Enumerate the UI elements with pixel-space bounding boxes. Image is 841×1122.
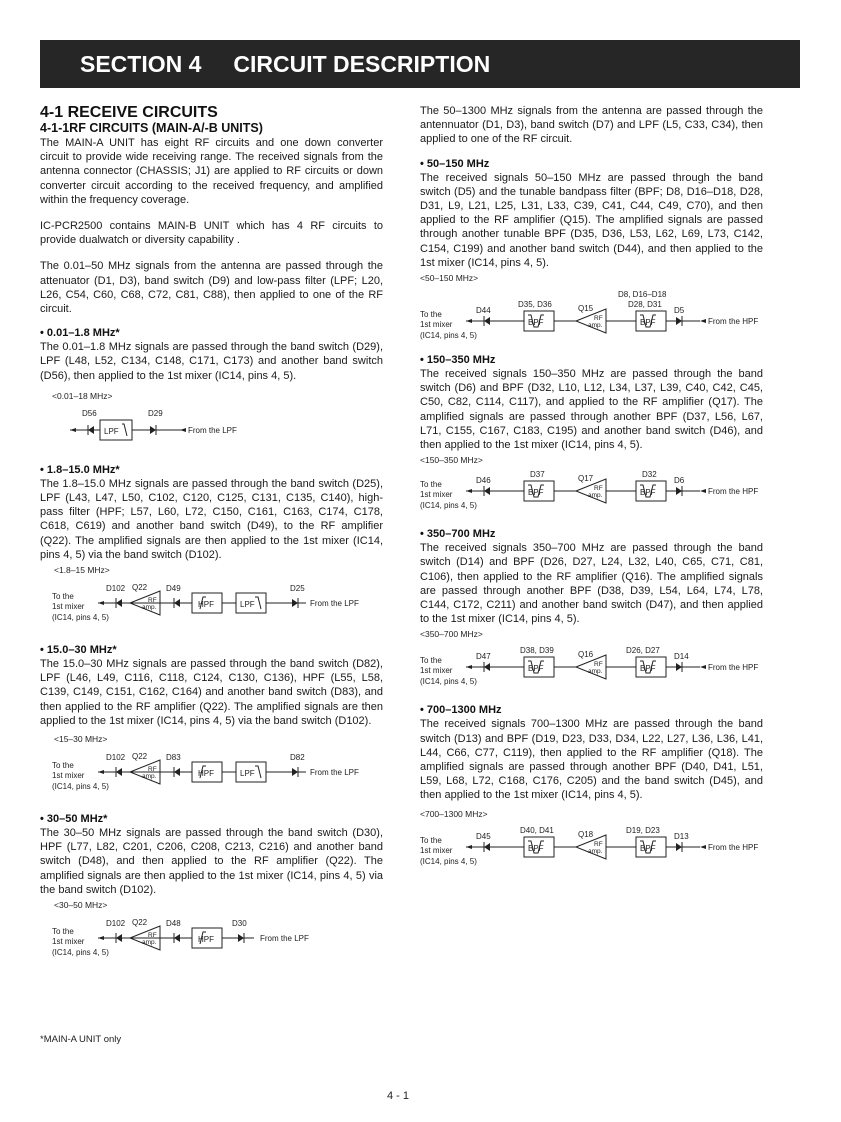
intro-paragraph-3: The 0.01–50 MHz signals from the antenna are passed through the attenuator (D1, D3), band switch (D9) and low-pass filter (LPF; L20, L26, C54, C60, C68, C72, C81, C88), then applied to one of the RF circuit. (40, 260, 383, 316)
block-diagram-1.8-15mhz (40, 577, 383, 633)
amp-label: RF (594, 661, 603, 669)
band-description: The 1.8–15.0 MHz signals are passed through the band switch (D25), LPF (L43, L47, L50, C102, C120, C125, C131, C135, C140), high-pass filter (HPF; L57, L60, L72, C150, C161, C163, C174, C178, C618, C619) and another band switch (D49), to the RF amplifier (Q22). The amplified signals are then applied to the 1st mixer (IC14, pins 4, 5) via the band switch (D102). (40, 477, 383, 561)
figure-label: <150–350 MHz> (420, 455, 483, 466)
amp-label: RF (148, 766, 157, 774)
lpf-label: LPF (240, 600, 255, 610)
band-description: The received signals 150–350 MHz are passed through the band switch (D6) and BPF (D32, L10, L12, L34, L37, L39, C40, C42, C45, C50, C82, C114, C117), and applied to the RF amplifier (Q17). The amplified signals are passed through another BPF (D37, L56, L67, L71, C155, C167, C183, C195) and another band switch (D46), and then applied to the 1st mixer (IC14, pins 4, 5). (420, 368, 763, 452)
bpf-label: BPF (528, 488, 544, 498)
right-intro-paragraph: The 50–1300 MHz signals from the antenna are passed through the antennuator (D1, D3), band switch (D7) and LPF (L5, C33, C34), then applied to one of the RF circuit. (420, 105, 763, 146)
to-label-line1: To the (52, 761, 74, 771)
diode-label: D44 (476, 306, 491, 316)
bpf-label: BPF (640, 664, 656, 674)
band-section-30-50mhz (40, 812, 383, 968)
bpf-parts-label: D35, D36 (518, 300, 552, 310)
amp-label: amp. (142, 939, 157, 947)
amp-label: amp. (588, 847, 603, 855)
transistor-label: Q17 (578, 474, 594, 484)
band-description: The received signals 50–150 MHz are passed through the band switch (D5) and the tunable bandpass filter (BPF; D8, D16–D18, D28, D31, L9, L21, L25, L31, L33, C39, C41, C44, C49, C70), and then applied to the RF amplifier (Q15). The amplified signals are passed through another tunable BPF (D35, D36, L53, L62, L69, L73, C142, C154, C199) and another band switch (D44), and then applied to the 1st mixer (IC14, pins 4, 5). (420, 171, 763, 269)
hpf-label: HPF (198, 769, 214, 779)
band-description: The received signals 700–1300 MHz are passed through the band switch (D13) and BPF (D19, D23, D33, D34, L22, L27, L36, L36, L41, L44, C66, C77, C119), then applied to the RF amplifier (Q18). The amplified signals are passed through another BPF (D40, D41, L51, L59, L68, L72, C168, C176, C205) and the band switch (D45), and then applied to the 1st mixer (IC14, pins 4, 5). (420, 718, 763, 802)
bpf-label: BPF (640, 488, 656, 498)
to-label-line2: 1st mixer (420, 320, 453, 330)
bpf-label: BPF (528, 318, 544, 328)
transistor-label: Q22 (132, 918, 148, 928)
band-title: • 700–1300 MHz (420, 704, 502, 717)
lpf-label: LPF (104, 426, 119, 436)
diode-label: D14 (674, 652, 689, 662)
band-description: The received signals 350–700 MHz are passed through the band switch (D14) and BPF (D26, D27, L24, L32, L40, C65, C71, C81, C106), then applied to the RF amplifier (Q16). The amplified signals are passed through another BPF (D38, D39, L54, L64, L74, L78, C144, C172, C211) and another band switch (D47), and then applied to the 1st mixer (IC14, pins 4, 5). (420, 542, 763, 626)
to-label-line2: 1st mixer (52, 937, 85, 947)
bpf-parts-label: D40, D41 (520, 825, 554, 835)
to-label-line3: (IC14, pins 4, 5) (420, 501, 477, 511)
to-label-line3: (IC14, pins 4, 5) (420, 856, 477, 866)
band-title: • 350–700 MHz (420, 528, 496, 541)
block-diagram-50-150mhz (420, 285, 763, 343)
band-section-150-350mhz (420, 353, 763, 517)
hpf-label: HPF (198, 600, 214, 610)
bpf-parts-label: D19, D23 (626, 825, 660, 835)
transistor-label: Q15 (578, 304, 594, 314)
amp-label: RF (594, 485, 603, 493)
band-description: The 0.01–1.8 MHz signals are passed through the band switch (D29), LPF (L48, L52, C134, C148, C171, C173) and another band switch (D56), then applied to the 1st mixer (IC14, pins 4, 5). (40, 341, 383, 382)
to-label-line3: (IC14, pins 4, 5) (52, 948, 109, 958)
from-label: From the HPF (708, 663, 759, 673)
figure-label: <50–150 MHz> (420, 273, 479, 284)
band-title: • 0.01–1.8 MHz* (40, 327, 120, 340)
bpf-parts-label: D28, D31 (628, 300, 662, 310)
heading-rf-circuits: 4-1-1RF CIRCUITS (MAIN-A/-B UNITS) (40, 121, 263, 135)
to-label-line1: To the (420, 835, 442, 845)
to-label-line1: To the (52, 592, 74, 602)
band-title: • 30–50 MHz* (40, 813, 108, 826)
bpf-label: BPF (528, 843, 544, 853)
to-label-line2: 1st mixer (420, 490, 453, 500)
diode-label: D102 (106, 584, 126, 594)
diode-label: D13 (674, 831, 689, 841)
band-title: • 1.8–15.0 MHz* (40, 463, 120, 476)
figure-label: <1.8–15 MHz> (54, 565, 110, 576)
from-label: From the LPF (260, 934, 309, 944)
lpf-label: LPF (240, 769, 255, 779)
amp-label: amp. (588, 492, 603, 500)
bpf-parts-label: D32 (642, 470, 657, 480)
figure-label: <15–30 MHz> (54, 734, 108, 745)
diode-label: D49 (166, 584, 181, 594)
amp-label: amp. (588, 668, 603, 676)
footnote: *MAIN-A UNIT only (40, 1034, 122, 1045)
section-number: SECTION 4 (80, 51, 202, 77)
hpf-label: HPF (198, 935, 214, 945)
band-section-0.01-1.8mhz (40, 326, 383, 453)
block-diagram-30-50mhz (40, 912, 383, 968)
to-label-line2: 1st mixer (52, 771, 85, 781)
bpf-parts-label: D26, D27 (626, 646, 660, 656)
from-label: From the LPF (310, 599, 359, 609)
diode-label: D25 (290, 584, 305, 594)
block-diagram-0.01-1.8mhz (40, 403, 383, 453)
figure-label: <0.01–18 MHz> (52, 390, 113, 401)
right-column (420, 104, 763, 873)
diode-label: D46 (476, 476, 491, 486)
figure-label: <30–50 MHz> (54, 900, 108, 911)
band-description: The 15.0–30 MHz signals are passed through the band switch (D82), LPF (L46, L49, C116, C118, C124, C130, C136), HPF (L55, L58, C139, C149, C151, C162, C164) and another band switch (D83), and then applied to the RF amplifier (Q22). The amplified signals are then applied to the 1st mixer (IC14, pins 4, 5) via the band switch (D102). (40, 658, 383, 727)
transistor-label: Q16 (578, 650, 594, 660)
figure-label: <350–700 MHz> (420, 629, 483, 640)
from-label: From the HPF (708, 487, 759, 497)
heading-receive-circuits: 4-1 RECEIVE CIRCUITS (40, 104, 218, 121)
bpf-label: BPF (528, 664, 544, 674)
block-diagram-150-350mhz (420, 467, 763, 517)
from-label: From the HPF (708, 842, 759, 852)
section-title: CIRCUIT DESCRIPTION (233, 51, 491, 77)
diode-label: D102 (106, 919, 126, 929)
bpf-parts-label: D37 (530, 470, 545, 480)
figure-label: <700–1300 MHz> (420, 808, 488, 819)
amp-label: RF (148, 932, 157, 940)
diode-label: D47 (476, 652, 491, 662)
diode-label: D102 (106, 753, 126, 763)
section-banner (40, 40, 800, 88)
band-section-350-700mhz (420, 527, 763, 693)
amp-label: RF (594, 840, 603, 848)
diode-label: D48 (166, 919, 181, 929)
band-description: The 30–50 MHz signals are passed through the band switch (D30), HPF (L77, L82, C201, C206, C208, C213, C216) and another band switch (D48), and then applied to the RF amplifier (Q22). The amplified signals are then applied to the 1st mixer (IC14, pins 4, 5) via the band switch (D102). (40, 827, 383, 896)
transistor-label: Q22 (132, 752, 148, 762)
intro-paragraph-2: IC-PCR2500 contains MAIN-B UNIT which has 4 RF circuits to provide dualwatch or diversity capability . (40, 220, 383, 247)
diode-label: D6 (674, 476, 685, 486)
block-diagram-350-700mhz (420, 641, 763, 693)
amp-label: RF (148, 597, 157, 605)
band-section-700-1300mhz (420, 703, 763, 872)
bpf-parts-label: D38, D39 (520, 646, 554, 656)
band-section-50-150mhz (420, 157, 763, 343)
from-label: From the LPF (310, 768, 359, 778)
band-section-1.8-15mhz (40, 463, 383, 633)
page-number: 4 - 1 (387, 1090, 410, 1102)
to-label-line1: To the (420, 656, 442, 666)
to-label-line2: 1st mixer (52, 602, 85, 612)
bpf-label: BPF (640, 843, 656, 853)
amp-label: amp. (588, 322, 603, 330)
amp-label: amp. (142, 604, 157, 612)
to-label-line3: (IC14, pins 4, 5) (420, 331, 477, 341)
band-title: • 150–350 MHz (420, 354, 496, 367)
to-label-line1: To the (420, 480, 442, 490)
to-label-line3: (IC14, pins 4, 5) (52, 782, 109, 792)
diode-label: D30 (232, 919, 247, 929)
diode-label: D83 (166, 753, 181, 763)
amp-label: amp. (142, 773, 157, 781)
transistor-label: Q18 (578, 829, 594, 839)
bpf-parts-label: D8, D16–D18 (618, 290, 667, 300)
to-label-line1: To the (420, 310, 442, 320)
block-diagram-700-1300mhz (420, 821, 763, 873)
from-label: From the LPF (188, 425, 237, 435)
bpf-label: BPF (640, 318, 656, 328)
diode-label: D45 (476, 831, 491, 841)
band-section-15-30mhz (40, 643, 383, 802)
from-label: From the HPF (708, 317, 759, 327)
left-column (40, 104, 383, 968)
to-label-line2: 1st mixer (420, 666, 453, 676)
to-label-line3: (IC14, pins 4, 5) (52, 613, 109, 623)
diode-label: D29 (148, 408, 163, 418)
to-label-line2: 1st mixer (420, 845, 453, 855)
diode-label: D56 (82, 408, 97, 418)
to-label-line1: To the (52, 927, 74, 937)
diode-label: D82 (290, 753, 305, 763)
amp-label: RF (594, 315, 603, 323)
band-title: • 50–150 MHz (420, 157, 490, 170)
diode-label: D5 (674, 306, 685, 316)
band-title: • 15.0–30 MHz* (40, 644, 117, 657)
transistor-label: Q22 (132, 583, 148, 593)
to-label-line3: (IC14, pins 4, 5) (420, 677, 477, 687)
intro-paragraph-1: The MAIN-A UNIT has eight RF circuits and one down converter circuit to provide wide receiving range. The received signals from the antenna connector (CHASSIS; J1) are applied to RF circuits or down converter circuit according to the received frequency, and amplified within the frequency coverage. (40, 137, 383, 206)
block-diagram-15-30mhz (40, 746, 383, 802)
